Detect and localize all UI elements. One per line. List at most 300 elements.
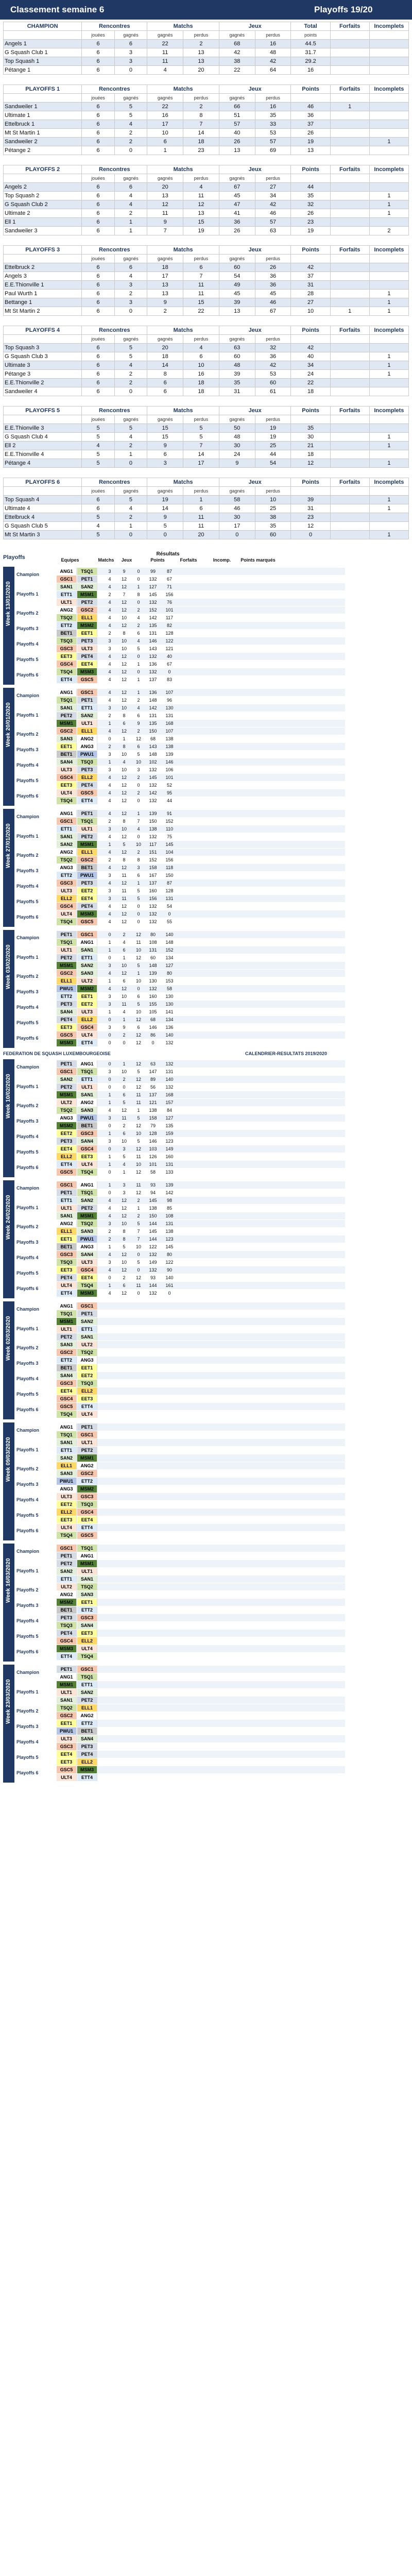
result-cell: 4 bbox=[108, 971, 111, 976]
stat-cell: 35 bbox=[219, 379, 255, 387]
team-name: E.E.Thionville 2 bbox=[4, 379, 82, 387]
result-cell: 4 bbox=[108, 783, 111, 788]
stat-cell: 2 bbox=[114, 290, 147, 298]
match-row bbox=[57, 1637, 345, 1645]
federation-line bbox=[3, 1051, 409, 1058]
result-cell: 11 bbox=[136, 1283, 141, 1288]
subheader: gagnés bbox=[219, 255, 255, 263]
home-team: ANG1 bbox=[57, 1302, 77, 1310]
away-team: PWU1 bbox=[77, 1235, 97, 1243]
result-cell bbox=[103, 1493, 116, 1500]
result-cell: 4 bbox=[108, 1108, 111, 1113]
away-team: PET4 bbox=[77, 782, 97, 789]
result-cell: 0 bbox=[123, 1040, 126, 1045]
result-cell bbox=[103, 1735, 116, 1742]
stat-cell: 3 bbox=[114, 281, 147, 290]
match-row bbox=[57, 895, 345, 902]
result-cell bbox=[117, 1704, 131, 1711]
subheader: perdus bbox=[183, 94, 219, 103]
away-team: ULT1 bbox=[77, 1439, 97, 1446]
result-cell: 12 bbox=[135, 1123, 141, 1128]
home-team: SAN2 bbox=[57, 1076, 77, 1083]
away-team: MSM1 bbox=[77, 1454, 97, 1462]
home-team: GSC4 bbox=[57, 774, 77, 781]
home-team: ULT1 bbox=[57, 599, 77, 606]
away-team: ANG2 bbox=[77, 1712, 97, 1719]
stat-cell: 9 bbox=[147, 298, 183, 307]
result-cell: 127 bbox=[149, 584, 157, 589]
result-cell bbox=[103, 1524, 116, 1531]
col-points: Points bbox=[291, 85, 330, 94]
subheader bbox=[369, 255, 408, 263]
result-cell bbox=[117, 1302, 131, 1310]
subheader bbox=[330, 94, 369, 103]
stat-cell: 18 bbox=[291, 450, 330, 459]
stat-cell: 26 bbox=[291, 209, 330, 218]
match-row bbox=[57, 1645, 345, 1652]
result-cell: 107 bbox=[165, 690, 174, 695]
home-team: GSC1 bbox=[57, 575, 77, 583]
away-team: MSM3 bbox=[77, 1766, 97, 1773]
result-cell: 139 bbox=[149, 811, 157, 816]
home-team: ETT4 bbox=[57, 1653, 77, 1660]
subheader: gagnés bbox=[219, 94, 255, 103]
away-team: ETT4 bbox=[77, 1774, 97, 1781]
result-cell: 0 bbox=[137, 1291, 140, 1296]
away-team: SAN2 bbox=[77, 1197, 97, 1204]
away-team: SAN2 bbox=[77, 962, 97, 969]
stat-cell: 2 bbox=[147, 307, 183, 316]
stat-cell: 57 bbox=[255, 218, 291, 227]
table-row bbox=[4, 129, 409, 138]
stat-cell: 6 bbox=[82, 200, 114, 209]
match-row bbox=[57, 1545, 345, 1552]
result-cell: 0 bbox=[137, 783, 140, 788]
stat-cell: 57 bbox=[219, 120, 255, 129]
result-cell: 144 bbox=[149, 1283, 157, 1288]
home-team: MSM2 bbox=[57, 1599, 77, 1606]
match-row bbox=[57, 1447, 345, 1454]
result-cell bbox=[117, 1751, 131, 1758]
result-cell: 4 bbox=[137, 638, 140, 643]
stat-cell: 25 bbox=[255, 442, 291, 450]
week-date: Week 02/03/2020 bbox=[5, 1315, 11, 1361]
match-row bbox=[57, 637, 345, 645]
subheader: gagnés bbox=[114, 415, 147, 424]
result-cell: 151 bbox=[149, 850, 157, 855]
match-row bbox=[57, 1068, 345, 1075]
result-cell: 87 bbox=[166, 569, 172, 574]
result-cell: 12 bbox=[135, 736, 141, 741]
team-name: Ettelbruck 1 bbox=[4, 120, 82, 129]
home-team: MSM1 bbox=[57, 1091, 77, 1098]
result-cell: 160 bbox=[165, 1154, 174, 1159]
result-cell: 127 bbox=[165, 1115, 174, 1121]
result-cell: 132 bbox=[149, 654, 157, 659]
federation-name: FEDERATION DE SQUASH LUXEMBOURGEOISE bbox=[3, 1051, 111, 1056]
away-team: PET4 bbox=[77, 653, 97, 660]
home-team: PET1 bbox=[57, 1552, 77, 1560]
table-row bbox=[4, 192, 409, 200]
subheader: gagnés bbox=[219, 487, 255, 496]
match-row bbox=[57, 887, 345, 894]
home-team: TSQ4 bbox=[57, 918, 77, 925]
stat-cell: 13 bbox=[147, 290, 183, 298]
table-row bbox=[4, 200, 409, 209]
result-cell: 4 bbox=[123, 940, 126, 945]
result-cell: 127 bbox=[165, 963, 174, 968]
group-label: Playoffs 6 bbox=[16, 1528, 39, 1533]
week-date: Week 10/02/2020 bbox=[5, 1073, 11, 1118]
match-row bbox=[57, 1606, 345, 1614]
away-team: ANG3 bbox=[77, 1243, 97, 1250]
result-cell bbox=[103, 1681, 116, 1688]
result-cell bbox=[117, 1395, 131, 1402]
result-cell bbox=[103, 1743, 116, 1750]
stat-cell: 10 bbox=[183, 361, 219, 370]
stat-cell: 18 bbox=[183, 138, 219, 146]
away-team: TSQ2 bbox=[77, 1220, 97, 1227]
match-row bbox=[57, 1189, 345, 1196]
stat-cell: 6 bbox=[82, 66, 114, 75]
home-team: GSC2 bbox=[57, 1712, 77, 1719]
match-row bbox=[57, 1727, 345, 1735]
result-cell: 4 bbox=[108, 775, 111, 780]
stat-cell bbox=[369, 272, 408, 281]
col-forfaits: Forfaits bbox=[330, 326, 369, 335]
result-cell: 138 bbox=[149, 826, 157, 832]
result-cell bbox=[103, 1689, 116, 1696]
stat-cell: 0 bbox=[147, 531, 183, 539]
away-team: EET4 bbox=[77, 1274, 97, 1281]
table-row bbox=[4, 370, 409, 379]
group-label: Playoffs 3 bbox=[16, 1361, 39, 1366]
result-cell bbox=[117, 1653, 131, 1660]
stat-cell: 5 bbox=[82, 513, 114, 522]
stat-cell: 7 bbox=[147, 227, 183, 235]
result-cell: 8 bbox=[123, 1236, 126, 1242]
subheader bbox=[330, 415, 369, 424]
table-row bbox=[4, 433, 409, 442]
result-cell: 123 bbox=[165, 1139, 174, 1144]
result-cell: 6 bbox=[137, 744, 140, 749]
result-cell: 131 bbox=[165, 1069, 174, 1074]
match-row bbox=[57, 720, 345, 727]
away-team: SAN4 bbox=[77, 1735, 97, 1742]
stat-cell: 16 bbox=[255, 40, 291, 48]
team-name: Top Squash 4 bbox=[4, 496, 82, 504]
result-cell bbox=[117, 1622, 131, 1629]
away-team: TSQ3 bbox=[77, 1380, 97, 1387]
match-row bbox=[57, 1575, 345, 1583]
standings-table bbox=[3, 245, 409, 316]
away-team: ULT4 bbox=[77, 1645, 97, 1652]
stat-cell: 24 bbox=[219, 450, 255, 459]
result-cell: 146 bbox=[149, 1139, 157, 1144]
result-cell: 5 bbox=[137, 1115, 140, 1121]
stat-cell: 10 bbox=[147, 129, 183, 138]
result-cell: 60 bbox=[150, 955, 156, 960]
result-cell: 6 bbox=[123, 978, 126, 984]
result-cell: 71 bbox=[166, 584, 172, 589]
stat-cell bbox=[369, 40, 408, 48]
group-label: Champion bbox=[16, 693, 39, 698]
stat-cell: 19 bbox=[255, 424, 291, 433]
result-cell: 4 bbox=[108, 986, 111, 991]
result-cell: 0 bbox=[108, 1170, 111, 1175]
stat-cell: 14 bbox=[183, 129, 219, 138]
result-cell bbox=[103, 1454, 116, 1462]
home-team: SAN1 bbox=[57, 583, 77, 590]
home-team: ANG2 bbox=[57, 1220, 77, 1227]
stat-cell: 5 bbox=[147, 522, 183, 531]
away-team: SAN1 bbox=[77, 1575, 97, 1583]
stat-cell: 26 bbox=[219, 227, 255, 235]
result-cell: 145 bbox=[149, 592, 157, 597]
stat-cell: 68 bbox=[219, 40, 255, 48]
stat-cell: 42 bbox=[255, 200, 291, 209]
match-row bbox=[57, 1552, 345, 1560]
home-team: PET2 bbox=[57, 954, 77, 961]
result-cell: 130 bbox=[165, 1002, 174, 1007]
result-cell: 143 bbox=[149, 646, 157, 651]
home-team: BET1 bbox=[57, 1606, 77, 1614]
stat-cell: 37 bbox=[291, 120, 330, 129]
result-cell: 0 bbox=[108, 1032, 111, 1038]
match-row bbox=[57, 1145, 345, 1153]
stat-cell: 38 bbox=[219, 57, 255, 66]
group-label: Playoffs 3 bbox=[16, 868, 39, 873]
away-team: GSC3 bbox=[77, 1493, 97, 1500]
result-cell: 140 bbox=[165, 1077, 174, 1082]
result-cell: 132 bbox=[149, 904, 157, 909]
col-rencontres: Rencontres bbox=[82, 22, 147, 31]
result-cell bbox=[117, 1637, 131, 1645]
result-cell: 122 bbox=[165, 1260, 174, 1265]
away-team: ULT1 bbox=[77, 1083, 97, 1091]
result-cell: 5 bbox=[137, 1002, 140, 1007]
match-row bbox=[57, 1181, 345, 1189]
home-team: PET2 bbox=[57, 712, 77, 719]
result-cell: 10 bbox=[121, 1260, 127, 1265]
result-cell: 3 bbox=[123, 1190, 126, 1195]
result-cell: 128 bbox=[149, 1131, 157, 1136]
standings-table bbox=[3, 22, 409, 75]
match-row bbox=[57, 1720, 345, 1727]
stat-cell: 39 bbox=[219, 298, 255, 307]
stat-cell: 4 bbox=[114, 120, 147, 129]
stat-cell: 6 bbox=[183, 263, 219, 272]
away-team: SAN2 bbox=[77, 1689, 97, 1696]
home-team: ULT3 bbox=[57, 1735, 77, 1742]
result-cell bbox=[103, 1485, 116, 1493]
result-cell bbox=[117, 1697, 131, 1704]
stat-cell bbox=[369, 57, 408, 66]
away-team: TSQ3 bbox=[77, 1501, 97, 1508]
result-cell bbox=[117, 1591, 131, 1598]
stat-cell: 53 bbox=[255, 129, 291, 138]
stat-cell: 12 bbox=[147, 200, 183, 209]
match-row bbox=[57, 645, 345, 652]
result-cell: 6 bbox=[137, 994, 140, 999]
away-team: ETT1 bbox=[77, 1076, 97, 1083]
result-cell: 145 bbox=[149, 1198, 157, 1203]
stat-cell: 5 bbox=[82, 459, 114, 468]
group-label: Champion bbox=[16, 1064, 39, 1070]
home-team: TSQ1 bbox=[57, 697, 77, 704]
result-cell: 85 bbox=[166, 1206, 172, 1211]
result-cell: 12 bbox=[135, 1032, 141, 1038]
away-team: MSM1 bbox=[77, 841, 97, 848]
stat-cell: 4 bbox=[183, 344, 219, 352]
week-label bbox=[3, 688, 14, 806]
schedule-col_points: Points bbox=[150, 557, 165, 563]
result-cell: 4 bbox=[108, 798, 111, 803]
stat-cell: 6 bbox=[82, 48, 114, 57]
group-label: Playoffs 5 bbox=[16, 657, 39, 662]
team-name: Ultimate 1 bbox=[4, 111, 82, 120]
result-cell: 145 bbox=[149, 775, 157, 780]
home-team: TSQ1 bbox=[57, 1310, 77, 1317]
result-cell: 8 bbox=[137, 857, 140, 862]
subheader bbox=[4, 174, 82, 183]
away-team: ULT1 bbox=[77, 1568, 97, 1575]
home-team: ULT1 bbox=[57, 1326, 77, 1333]
result-cell bbox=[103, 1712, 116, 1719]
result-cell: 4 bbox=[108, 1213, 111, 1218]
match-row bbox=[57, 583, 345, 590]
group-label: Playoffs 4 bbox=[16, 1376, 39, 1381]
result-cell: 3 bbox=[108, 752, 111, 757]
result-cell: 0 bbox=[123, 1084, 126, 1090]
result-cell: 12 bbox=[121, 1252, 127, 1257]
result-cell bbox=[117, 1478, 131, 1485]
team-name: Ettelbruck 4 bbox=[4, 513, 82, 522]
result-cell: 4 bbox=[137, 705, 140, 710]
group-label: Playoffs 3 bbox=[16, 1603, 39, 1608]
stat-cell: 63 bbox=[255, 227, 291, 235]
match-row bbox=[57, 1228, 345, 1235]
result-cell bbox=[103, 1697, 116, 1704]
result-cell: 2 bbox=[108, 631, 111, 636]
result-cell bbox=[103, 1552, 116, 1560]
away-team: EET1 bbox=[77, 1364, 97, 1371]
result-cell: 132 bbox=[165, 1084, 174, 1090]
match-row bbox=[57, 1333, 345, 1341]
stat-cell bbox=[330, 504, 369, 513]
group-label: Playoffs 4 bbox=[16, 884, 39, 889]
group-label: Playoffs 3 bbox=[16, 1240, 39, 1245]
group-label: Playoffs 4 bbox=[16, 1497, 39, 1502]
group-label: Playoffs 2 bbox=[16, 1466, 39, 1471]
away-team: TSQ2 bbox=[77, 1583, 97, 1590]
group-label: Playoffs 3 bbox=[16, 626, 39, 631]
result-cell bbox=[117, 1357, 131, 1364]
result-cell bbox=[117, 1372, 131, 1379]
match-row bbox=[57, 1509, 345, 1516]
stat-cell: 18 bbox=[291, 387, 330, 396]
match-row bbox=[57, 1470, 345, 1477]
result-cell: 5 bbox=[137, 646, 140, 651]
result-cell: 137 bbox=[149, 677, 157, 682]
result-cell: 98 bbox=[166, 1198, 172, 1203]
match-row bbox=[57, 1197, 345, 1204]
table-row bbox=[4, 361, 409, 370]
subheader: perdus bbox=[183, 31, 219, 40]
away-team: TSQ1 bbox=[77, 1673, 97, 1681]
match-row bbox=[57, 1431, 345, 1438]
stat-cell: 42 bbox=[255, 361, 291, 370]
result-cell: 4 bbox=[108, 911, 111, 917]
result-cell bbox=[103, 1478, 116, 1485]
result-cell: 148 bbox=[149, 752, 157, 757]
standings-table bbox=[3, 478, 409, 539]
group-label: Playoffs 6 bbox=[16, 1649, 39, 1654]
match-row bbox=[57, 1024, 345, 1031]
away-team: MSM1 bbox=[77, 591, 97, 598]
group-label: Playoffs 5 bbox=[16, 1513, 39, 1518]
result-cell: 58 bbox=[166, 986, 172, 991]
stat-cell: 35 bbox=[255, 522, 291, 531]
subheader: gagnés bbox=[114, 335, 147, 344]
result-cell: 7 bbox=[137, 819, 140, 824]
group-label: Playoffs 4 bbox=[16, 1134, 39, 1139]
result-cell: 1 bbox=[123, 1017, 126, 1022]
away-team: ULT3 bbox=[77, 1008, 97, 1015]
team-name: Paul Wurth 1 bbox=[4, 290, 82, 298]
team-name: Sandweiler 4 bbox=[4, 387, 82, 396]
col-points: Points bbox=[291, 326, 330, 335]
away-team: SAN3 bbox=[77, 1228, 97, 1235]
col-jeux: Jeux bbox=[219, 165, 291, 174]
away-team: MSM3 bbox=[77, 668, 97, 675]
result-cell bbox=[103, 1727, 116, 1735]
result-cell: 5 bbox=[123, 1154, 126, 1159]
home-team: TSQ4 bbox=[57, 797, 77, 804]
stat-cell: 7 bbox=[183, 120, 219, 129]
week-date: Week 03/02/2020 bbox=[5, 944, 11, 989]
stat-cell: 44 bbox=[255, 450, 291, 459]
result-cell: 146 bbox=[149, 1025, 157, 1030]
result-cell: 132 bbox=[149, 911, 157, 917]
stat-cell: 2 bbox=[114, 442, 147, 450]
result-cell: 12 bbox=[121, 986, 127, 991]
result-cell: 2 bbox=[137, 698, 140, 703]
away-team: GSC3 bbox=[77, 1130, 97, 1137]
stat-cell: 1 bbox=[114, 227, 147, 235]
stat-cell: 0 bbox=[114, 531, 147, 539]
result-cell bbox=[103, 1720, 116, 1727]
result-cell: 140 bbox=[165, 1275, 174, 1280]
stat-cell: 11 bbox=[147, 209, 183, 218]
result-cell: 4 bbox=[108, 850, 111, 855]
stat-cell: 5 bbox=[183, 433, 219, 442]
match-row bbox=[57, 735, 345, 742]
result-cell: 11 bbox=[122, 1115, 127, 1121]
away-team: ELL2 bbox=[77, 1016, 97, 1023]
result-cell bbox=[117, 1552, 131, 1560]
stat-cell: 26 bbox=[219, 138, 255, 146]
away-team: EET2 bbox=[77, 1372, 97, 1379]
banner-left-title: Classement semaine 6 bbox=[10, 5, 105, 14]
result-cell: 159 bbox=[165, 1131, 174, 1136]
match-row bbox=[57, 1326, 345, 1333]
standings-table bbox=[3, 326, 409, 396]
result-cell bbox=[103, 1509, 116, 1516]
home-team: ELL1 bbox=[57, 1462, 77, 1469]
subheader bbox=[291, 415, 330, 424]
stat-cell: 6 bbox=[82, 290, 114, 298]
